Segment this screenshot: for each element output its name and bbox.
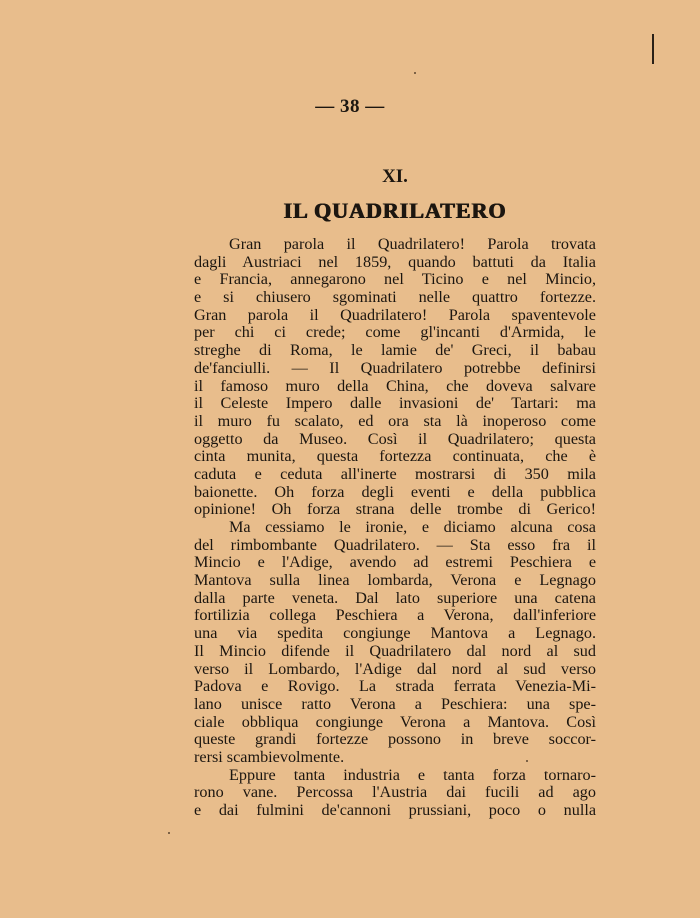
text-line: Mantova sulla linea lombarda, Verona e Legnago <box>194 572 596 590</box>
text-line: il Celeste Impero dalle invasioni de' Tartari: ma <box>194 395 596 413</box>
text-line: del rimbombante Quadrilatero. — Sta esso fra il <box>194 536 596 554</box>
text-line: il famoso muro della China, che doveva salvare <box>194 377 596 395</box>
text-line: e Francia, annegarono nel Ticino e nel Mincio, <box>194 271 596 289</box>
text-line: de'fanciulli. — Il Quadrilatero potrebbe definirsi <box>194 359 596 377</box>
text-line: Eppure tanta industria e tanta forza tornaro- <box>229 766 596 784</box>
text-line: Gran parola il Quadrilatero! Parola trovata <box>229 236 596 253</box>
text-line: Gran parola il Quadrilatero! Parola spaventevole <box>194 306 596 324</box>
text-line: opinione! Oh forza strana delle trombe di Gerico! <box>194 501 596 519</box>
text-line: verso il Lombardo, l'Adige dal nord al sud verso <box>194 660 596 678</box>
text-line: Il Mincio difende il Quadrilatero dal nord al sud <box>194 642 596 660</box>
text-line: dalla parte veneta. Dal lato superiore una catena <box>194 589 596 607</box>
text-line: dagli Austriaci nel 1859, quando battuti da Italia <box>194 253 596 271</box>
text-line: rersi scambievolmente. <box>194 748 345 766</box>
text-line: oggetto da Museo. Così il Quadrilatero; questa <box>194 430 596 448</box>
chapter-number: XI. <box>382 166 408 187</box>
text-line: cinta munita, questa fortezza continuata, che è <box>194 448 596 466</box>
text-line: una via spedita congiunge Mantova a Legnago. <box>194 625 596 643</box>
text-line: lano unisce ratto Verona a Peschiera: una spe- <box>194 695 596 713</box>
text-line: fortilizia collega Peschiera a Verona, dall'inferiore <box>194 607 596 625</box>
page-edge-mark <box>652 34 654 64</box>
text-line: Ma cessiamo le ironie, e diciamo alcuna cosa <box>229 519 596 536</box>
text-line: e si chiusero sgominati nelle quattro fortezze. <box>194 289 596 307</box>
paper-speck <box>168 832 170 834</box>
body-text <box>194 236 596 820</box>
text-line: caduta e ceduta all'inerte mostrarsi di 350 mila <box>194 465 596 483</box>
text-line: ciale obbliqua congiunge Verona a Mantova. Così <box>194 713 596 731</box>
chapter-title: IL QUADRILATERO <box>283 198 507 223</box>
text-line: queste grandi fortezze possono in breve soccor- <box>194 731 596 749</box>
paper-speck <box>414 72 416 74</box>
text-line: il muro fu scalato, ed ora sta là inoperoso come <box>194 412 596 430</box>
text-line: streghe di Roma, le lamie de' Greci, il babau <box>194 342 596 360</box>
text-line: Mincio e l'Adige, avendo ad estremi Peschiera e <box>194 554 596 572</box>
text-line: rono vane. Percossa l'Austria dai fucili ad ago <box>194 784 596 802</box>
text-line: per chi ci crede; come gl'incanti d'Armida, le <box>194 324 596 342</box>
text-line: baionette. Oh forza degli eventi e della pubblica <box>194 483 596 501</box>
text-line: Padova e Rovigo. La strada ferrata Venezia-Mi- <box>194 678 596 696</box>
page-number: — 38 — <box>315 96 385 117</box>
text-line: e dai fulmini de'cannoni prussiani, poco o nulla <box>194 802 596 819</box>
